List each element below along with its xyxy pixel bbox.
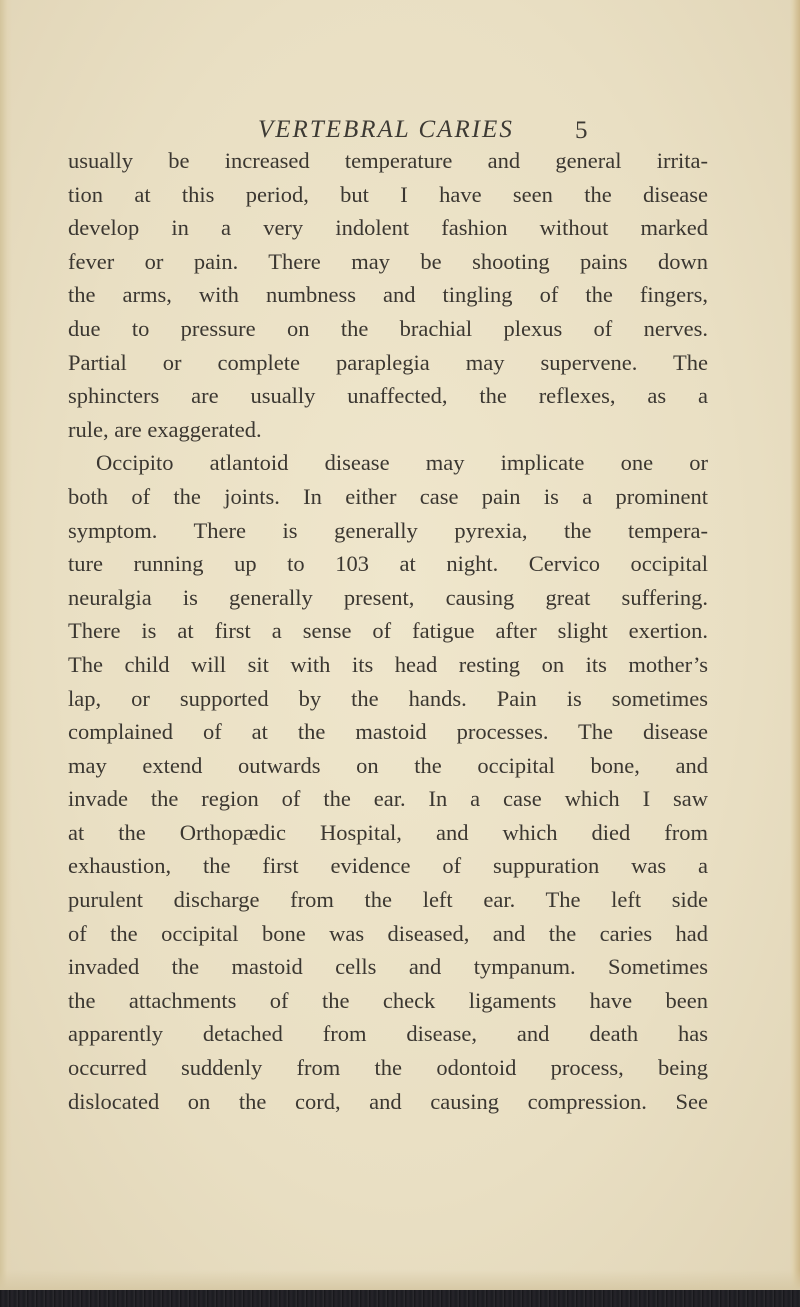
text-line: lap, or supported by the hands. Pain is sometimes — [68, 685, 708, 711]
text-line: of the occipital bone was diseased, and the caries had — [68, 920, 708, 946]
text-line: There is at first a sense of fatigue after slight exertion. — [68, 618, 708, 644]
text-line: both of the joints. In either case pain is a prominent — [68, 483, 708, 509]
text-line: may extend outwards on the occipital bone, and — [68, 752, 708, 778]
text-line: The child will sit with its head resting on its mother’s — [68, 651, 708, 677]
text-line: exhaustion, the first evidence of suppuration was a — [68, 853, 708, 879]
text-line: invade the region of the ear. In a case which I saw — [68, 786, 708, 812]
running-title: VERTEBRAL CARIES — [258, 116, 514, 143]
text-line: purulent discharge from the left ear. The left side — [68, 887, 708, 913]
text-line: at the Orthopædic Hospital, and which died from — [68, 819, 708, 845]
text-line: neuralgia is generally present, causing great suffering. — [68, 584, 708, 610]
page-right-edge — [790, 0, 800, 1307]
text-line: Occipito atlantoid disease may implicate one or — [96, 450, 708, 476]
text-line: complained of at the mastoid processes. The disease — [68, 719, 708, 745]
page-left-edge — [0, 0, 12, 1307]
text-line: fever or pain. There may be shooting pains down — [68, 248, 708, 274]
text-line: apparently detached from disease, and death has — [68, 1021, 708, 1047]
text-line: the arms, with numbness and tingling of the fingers, — [68, 282, 708, 308]
text-line: the attachments of the check ligaments have been — [68, 987, 708, 1013]
text-line: develop in a very indolent fashion without marked — [68, 215, 708, 241]
text-line: rule, are exaggerated. — [68, 416, 262, 442]
text-line: occurred suddenly from the odontoid process, being — [68, 1055, 708, 1081]
text-line: symptom. There is generally pyrexia, the tempera- — [68, 517, 708, 543]
page-number: 5 — [575, 117, 588, 144]
running-head — [0, 104, 800, 144]
text-line: dislocated on the cord, and causing compression. See — [68, 1088, 708, 1114]
text-line: Partial or complete paraplegia may supervene. The — [68, 349, 708, 375]
page-bottom-shadow — [0, 1270, 800, 1290]
text-line: sphincters are usually unaffected, the reflexes, as a — [68, 383, 708, 409]
text-line: usually be increased temperature and general irrita- — [68, 148, 708, 173]
text-line: ture running up to 103 at night. Cervico occipital — [68, 551, 708, 577]
body-text — [68, 144, 708, 1118]
scan-bottom-border — [0, 1290, 800, 1307]
text-line: invaded the mastoid cells and tympanum. Sometimes — [68, 954, 708, 980]
text-line: due to pressure on the brachial plexus of nerves. — [68, 315, 708, 341]
text-line: tion at this period, but I have seen the disease — [68, 181, 708, 207]
